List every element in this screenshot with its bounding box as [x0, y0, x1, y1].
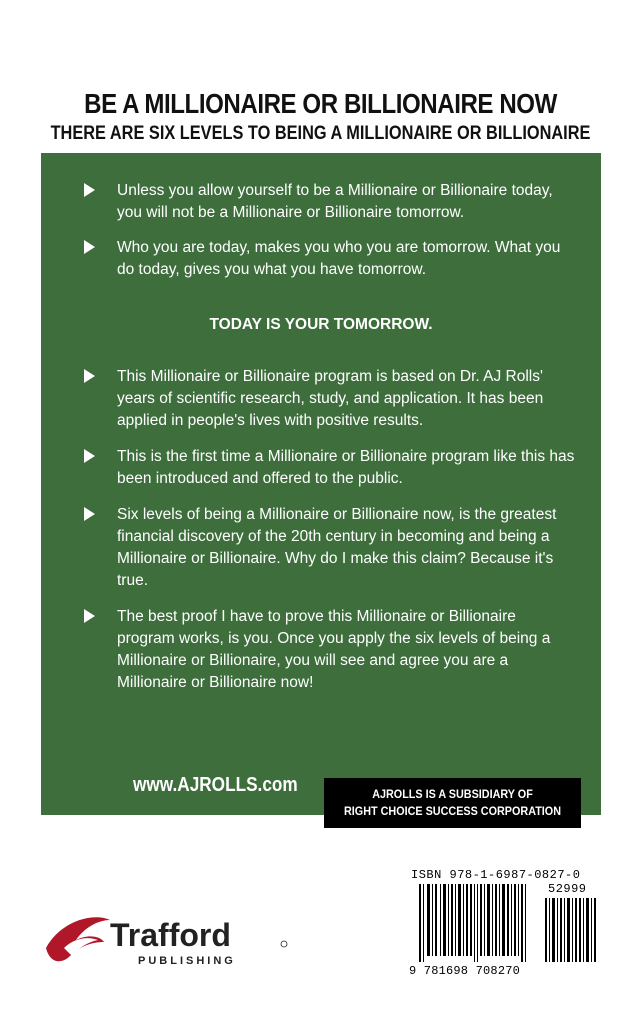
- arrow-bullet-icon: [84, 507, 95, 521]
- list-item: [86, 446, 576, 490]
- subsidiary-badge: [324, 778, 581, 828]
- website-link[interactable]: www.AJROLLS.com: [133, 774, 298, 796]
- tagline: TODAY IS YOUR TOMORROW.: [209, 316, 433, 333]
- bullet-text: Six levels of being a Millionaire or Billionaire now, is the greatest financial discovery of the 20th century in becoming and being a Millionaire or Billionaire. Why do I make this claim? Because it's true.: [117, 506, 557, 589]
- arrow-bullet-icon: [84, 240, 95, 254]
- isbn-barcode: [407, 866, 603, 988]
- price-code: 52999: [548, 882, 587, 896]
- bullet-text: This is the first time a Millionaire or Billionaire program like this has been introduced and offered to the public.: [117, 448, 575, 487]
- arrow-bullet-icon: [84, 609, 95, 623]
- title-block: [0, 88, 641, 146]
- bullet-text: This Millionaire or Billionaire program is based on Dr. AJ Rolls' years of scientific research, study, and application. It has been applied in people's lives with positive results.: [117, 368, 544, 429]
- list-item: [86, 504, 576, 592]
- ean-digits: 9 781698 708270: [409, 964, 521, 978]
- list-item: [86, 606, 576, 694]
- book-subtitle: THERE ARE SIX LEVELS TO BEING A MILLIONAIRE OR BILLIONAIRE: [50, 123, 591, 144]
- subsidiary-line-2: RIGHT CHOICE SUCCESS CORPORATION: [343, 804, 562, 818]
- arrow-bullet-icon: [84, 449, 95, 463]
- publisher-logo: [40, 908, 300, 978]
- bullet-text: The best proof I have to prove this Millionaire or Billionaire program works, is you. Once you apply the six levels of being a Millionaire or Billionaire, you will see and agree you are a Millionaire or Billionaire now!: [117, 608, 551, 691]
- isbn-label: ISBN 978-1-6987-0827-0: [411, 868, 581, 882]
- arrow-bullet-icon: [84, 369, 95, 383]
- list-item: [86, 237, 576, 281]
- publisher-sub: PUBLISHING: [138, 955, 236, 967]
- bullet-text: Unless you allow yourself to be a Millionaire or Billionaire today, you will not be a Millionaire or Billionaire tomorrow.: [117, 182, 553, 221]
- list-item: [86, 180, 576, 224]
- content-panel: [41, 153, 601, 818]
- arrow-bullet-icon: [84, 183, 95, 197]
- list-item: [86, 366, 576, 432]
- subsidiary-line-1: AJROLLS IS A SUBSIDIARY OF: [372, 787, 533, 801]
- trafford-swoosh-icon: [40, 908, 300, 978]
- bullet-text: Who you are today, makes you who you are tomorrow. What you do today, gives you what you have tomorrow.: [117, 239, 561, 278]
- book-title: BE A MILLIONAIRE OR BILLIONAIRE NOW: [84, 88, 557, 119]
- publisher-name: Trafford: [110, 917, 231, 953]
